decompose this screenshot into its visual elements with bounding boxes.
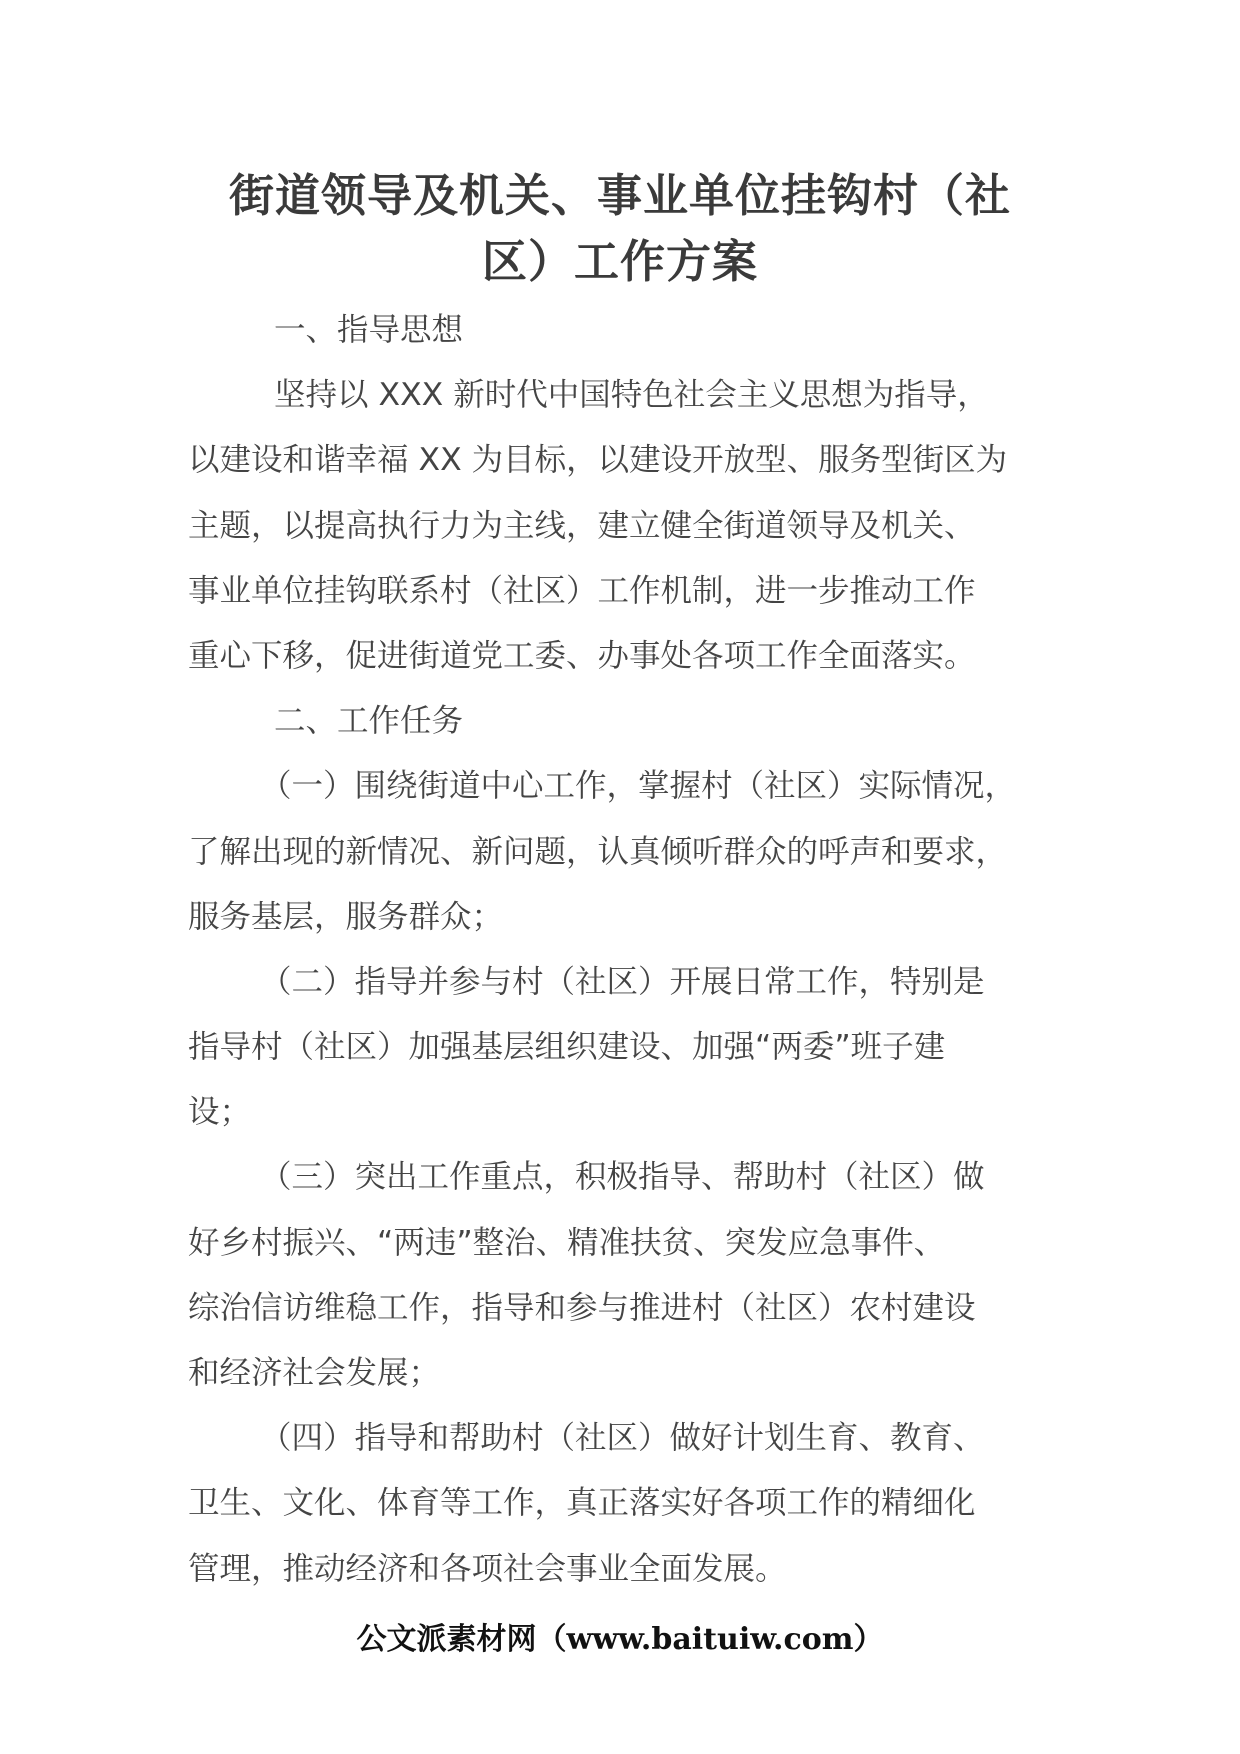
section-heading-guiding-ideology: 一、指导思想: [274, 312, 464, 348]
paragraph-line: 重心下移，促进街道党工委、办事处各项工作全面落实。: [188, 637, 976, 674]
document-body: [188, 298, 1058, 1602]
paragraph-guiding-ideology: [188, 363, 1058, 689]
footer-watermark: 公文派素材网（www.baituiw.com）: [356, 1622, 884, 1657]
paragraph-line: 设；: [188, 1094, 252, 1131]
document-title: [190, 163, 1050, 295]
paragraph-line: （一）围绕街道中心工作，掌握村（社区）实际情况，: [260, 768, 1017, 805]
title-line: 区）工作方案: [481, 235, 758, 288]
paragraph-line: （二）指导并参与村（社区）开展日常工作，特别是: [260, 963, 985, 1000]
task-item-2: [188, 950, 1058, 1146]
paragraph-line: 坚持以 XXX 新时代中国特色社会主义思想为指导，: [274, 377, 989, 414]
paragraph-line: 卫生、文化、体育等工作，真正落实好各项工作的精细化: [188, 1485, 976, 1522]
paragraph-line: 管理，推动经济和各项社会事业全面发展。: [188, 1550, 787, 1587]
paragraph-line: 主题，以提高执行力为主线，建立健全街道领导及机关、: [188, 507, 976, 544]
task-item-4: [188, 1406, 1058, 1602]
paragraph-line: 服务基层，服务群众；: [188, 898, 504, 935]
paragraph-line: 以建设和谐幸福 XX 为目标，以建设开放型、服务型街区为: [188, 442, 1008, 479]
paragraph-line: （三）突出工作重点，积极指导、帮助村（社区）做: [260, 1159, 985, 1196]
paragraph-line: （四）指导和帮助村（社区）做好计划生育、教育、: [260, 1420, 985, 1457]
paragraph-line: 综治信访维稳工作，指导和参与推进村（社区）农村建设: [188, 1289, 976, 1326]
task-item-1: [188, 754, 1058, 950]
paragraph-line: 了解出现的新情况、新问题，认真倾听群众的呼声和要求，: [188, 833, 1008, 870]
paragraph-line: 指导村（社区）加强基层组织建设、加强“两委”班子建: [188, 1029, 946, 1066]
title-line: 街道领导及机关、事业单位挂钩村（社: [228, 169, 1011, 222]
paragraph-line: 事业单位挂钩联系村（社区）工作机制，进一步推动工作: [188, 572, 976, 609]
paragraph-line: 好乡村振兴、“两违”整治、精准扶贫、突发应急事件、: [188, 1224, 946, 1261]
paragraph-line: 和经济社会发展；: [188, 1355, 441, 1391]
section-heading-work-tasks: 二、工作任务: [274, 703, 464, 740]
task-item-3: [188, 1145, 1058, 1406]
